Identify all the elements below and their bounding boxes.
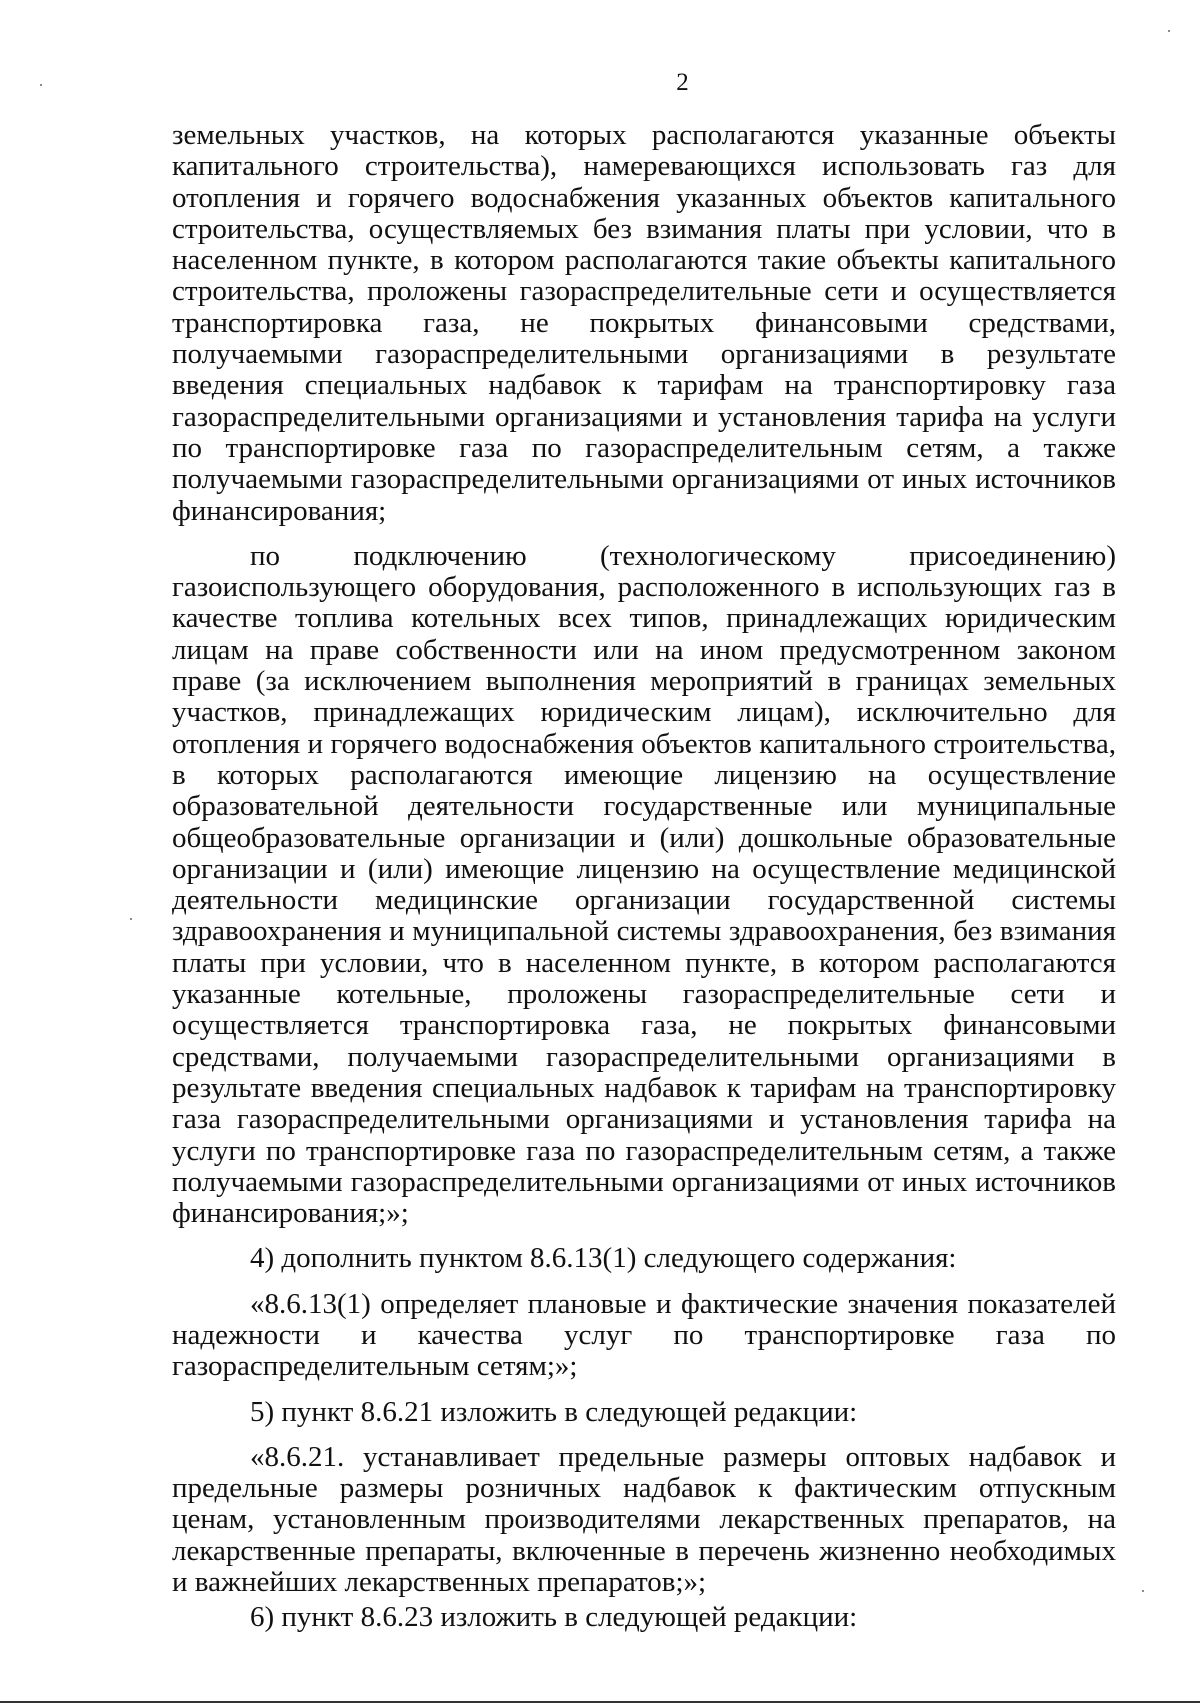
scan-speck	[130, 918, 132, 920]
page-number: 2	[676, 69, 689, 96]
paragraph-clause-8-6-21: «8.6.21. устанавливает предельные размеры оптовых надбавок и предельные размеры розничных надбавок к фактическим отпускным ценам, установленным производителями лекарственных препаратов, на лекарственные препараты, включенные в перечень жизненно необходимых и важнейших лекарственных препаратов;»;	[172, 1440, 1116, 1599]
paragraph-continuation: земельных участков, на которых располагаются указанные объекты капитального строительства), намеревающихся использовать газ для отопления и горячего водоснабжения указанных объектов капитального строительства, осуществляемых без взимания платы при условии, что в населенном пункте, в котором располагаются такие объекты капитального строительства, проложены газораспределительные сети и осуществляется транспортировка газа, не покрытых финансовыми средствами, получаемыми газораспределительными организациями в результате введения специальных надбавок к тарифам на транспортировку газа газораспределительными организациями и установления тарифа на услуги по транспортировке газа по газораспределительным сетям, а также получаемыми газораспределительными организациями от иных источников финансирования;	[172, 119, 1116, 527]
paragraph-clause-8-6-13-1: «8.6.13(1) определяет плановые и фактические значения показателей надежности и качества услуг по транспортировке газа по газораспределительным сетям;»;	[172, 1287, 1116, 1383]
paragraph-boiler-connection: по подключению (технологическому присоединению) газоиспользующего оборудования, расположенного в использующих газ в качестве топлива котельных всех типов, принадлежащих юридическим лицам на праве собственности или на ином предусмотренном законом праве (за исключением выполнения мероприятий в границах земельных участков, принадлежащих юридическим лицам), исключительно для отопления и горячего водоснабжения объектов капитального строительства, в которых располагаются имеющие лицензию на осуществление образовательной деятельности государственные или муниципальные общеобразовательные организации и (или) дошкольные образовательные организации и (или) имеющие лицензию на осуществление медицинской деятельности медицинские организации государственной системы здравоохранения и муниципальной системы здравоохранения, без взимания платы при условии, что в населенном пункте, в котором располагаются указанные котельные, проложены газораспределительные сети и осуществляется транспортировка газа, не покрытых финансовыми средствами, получаемыми газораспределительными организациями в результате введения специальных надбавок к тарифам на транспортировку газа газораспределительными организациями и установления тарифа на услуги по транспортировке газа по газораспределительным сетям, а также получаемыми газораспределительными организациями от иных источников финансирования;»;	[172, 539, 1116, 1230]
scan-speck	[40, 84, 42, 86]
scan-speck	[1142, 1590, 1144, 1592]
scan-bottom-edge	[0, 1701, 1200, 1703]
scan-speck	[1168, 30, 1170, 32]
paragraph-amendment-4: 4) дополнить пунктом 8.6.13(1) следующего содержания:	[250, 1242, 957, 1275]
paragraph-amendment-5: 5) пункт 8.6.21 изложить в следующей редакции:	[250, 1395, 858, 1428]
document-body	[172, 120, 1116, 1634]
paragraph-amendment-6: 6) пункт 8.6.23 изложить в следующей редакции:	[250, 1601, 858, 1634]
